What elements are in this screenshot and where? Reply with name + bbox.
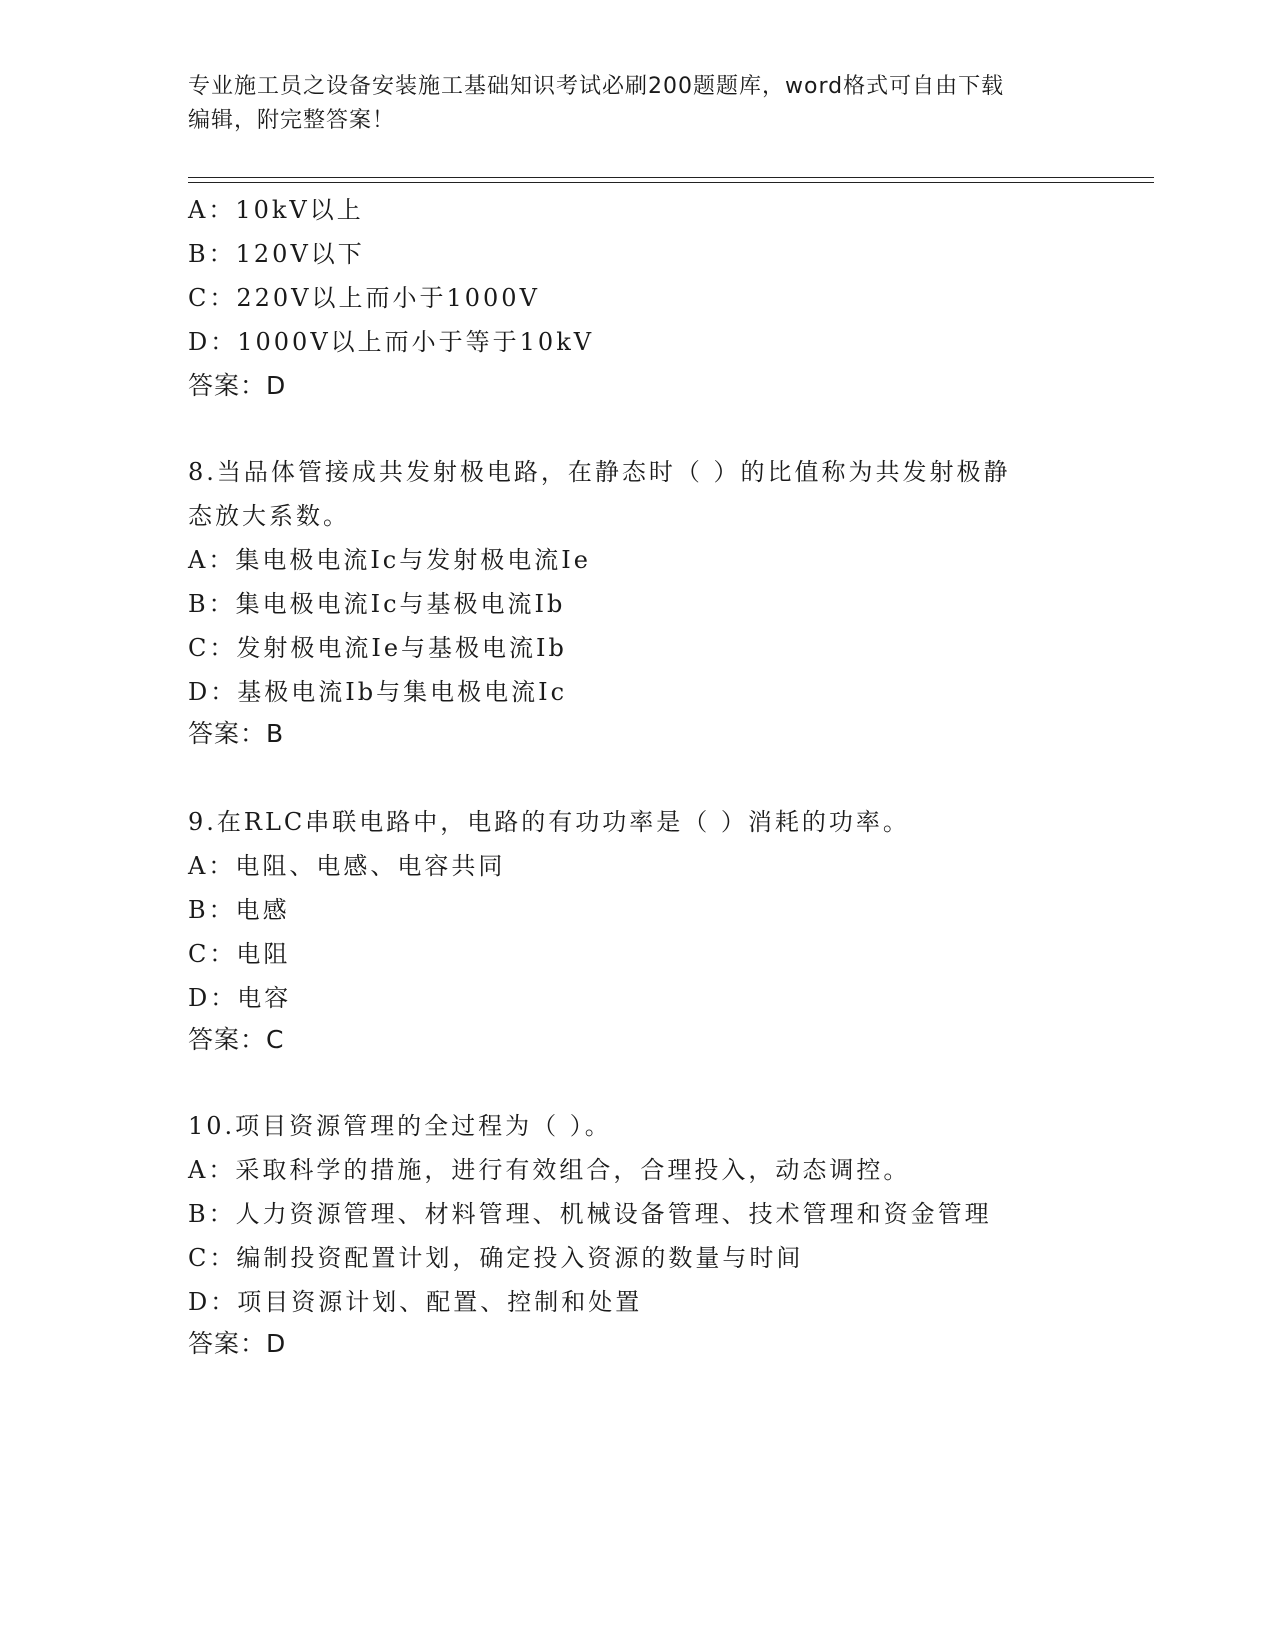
q8-option-d: D：基极电流Ib与集电极电流Ic <box>188 678 568 706</box>
q7-option-b: B：120V以下 <box>188 240 365 268</box>
header-divider-top <box>188 177 1154 178</box>
q10-stem-line-1: 10.项目资源管理的全过程为（ ）。 <box>188 1112 612 1140</box>
q8-option-a: A：集电极电流Ic与发射极电流Ie <box>188 546 591 574</box>
header-line-1: 专业施工员之设备安装施工基础知识考试必刷200题题库，word格式可自由下载 <box>188 74 1005 99</box>
q9-stem-line-1: 9.在RLC串联电路中，电路的有功功率是（ ）消耗的功率。 <box>188 808 910 836</box>
q7-option-d: D：1000V以上而小于等于10kV <box>188 328 595 356</box>
document-header <box>188 70 1088 138</box>
q9-option-d: D：电容 <box>188 984 292 1012</box>
q9-answer: 答案：C <box>188 1025 285 1054</box>
q8-option-b: B：集电极电流Ic与基极电流Ib <box>188 590 566 618</box>
q9-option-c: C：电阻 <box>188 940 291 968</box>
q10-option-d: D：项目资源计划、配置、控制和处置 <box>188 1288 643 1316</box>
header-line-2: 编辑，附完整答案！ <box>188 108 396 133</box>
header-divider-bottom <box>188 182 1154 183</box>
q8-stem-line-1: 8.当品体管接成共发射极电路，在静态时（ ）的比值称为共发射极静 <box>188 458 1011 486</box>
q10-answer: 答案：D <box>188 1329 287 1358</box>
q10-option-b: B：人力资源管理、材料管理、机械设备管理、技术管理和资金管理 <box>188 1200 992 1228</box>
q7-answer: 答案：D <box>188 371 287 400</box>
q8-answer: 答案：B <box>188 719 285 748</box>
q9-option-a: A：电阻、电感、电容共同 <box>188 852 506 880</box>
q7-option-a: A：10kV以上 <box>188 196 364 224</box>
q7-option-c: C：220V以上而小于1000V <box>188 284 540 312</box>
q9-option-b: B：电感 <box>188 896 290 924</box>
q10-option-a: A：采取科学的措施，进行有效组合，合理投入，动态调控。 <box>188 1156 911 1184</box>
q10-option-c: C：编制投资配置计划，确定投入资源的数量与时间 <box>188 1244 804 1272</box>
q8-stem-line-2: 态放大系数。 <box>188 502 350 530</box>
q8-option-c: C：发射极电流Ie与基极电流Ib <box>188 634 567 662</box>
